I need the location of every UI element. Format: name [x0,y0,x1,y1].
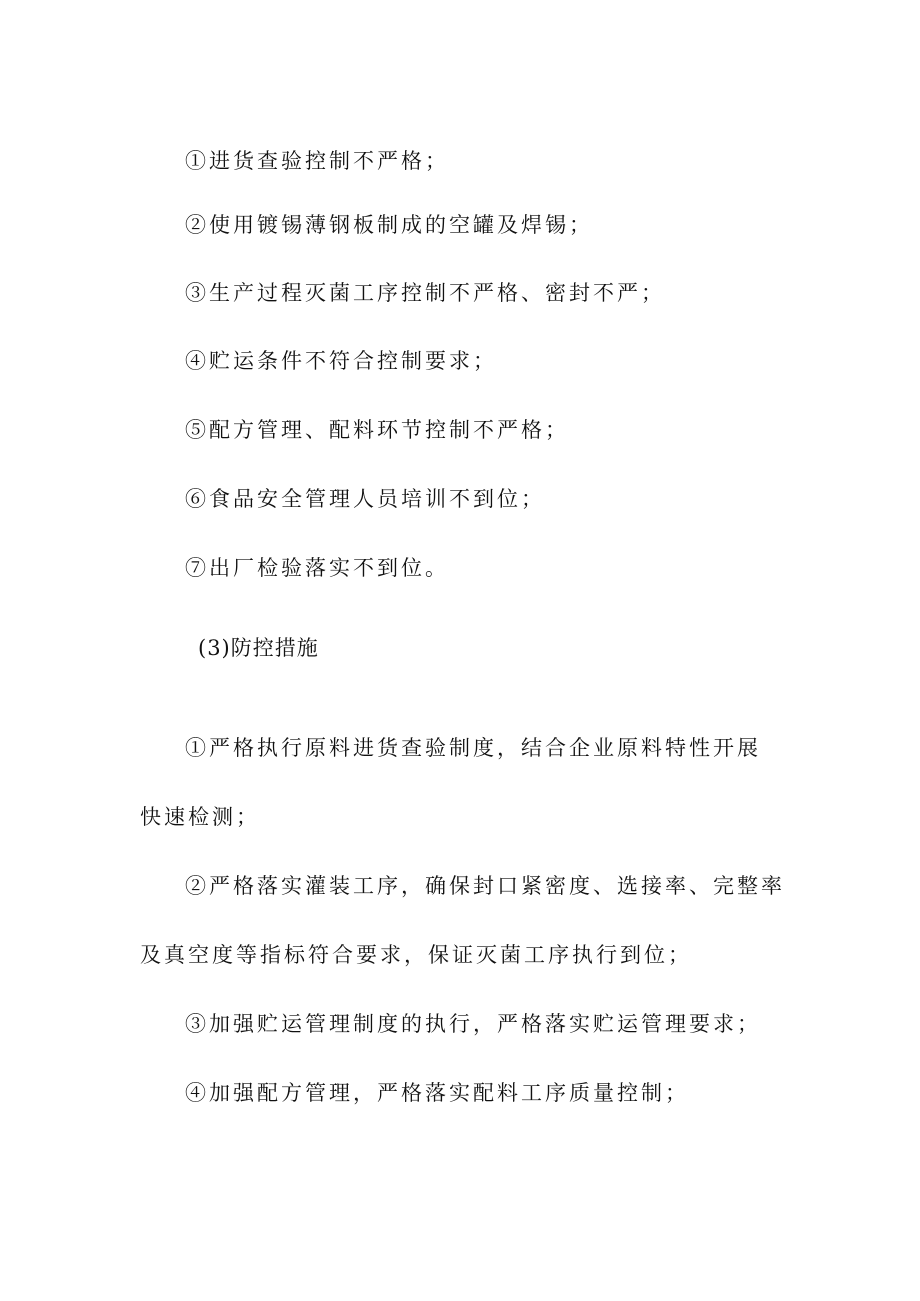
risk-factor-1: ①进货查验控制不严格； [185,149,449,173]
measure-2-line-1: ②严格落实灌装工序，确保封口紧密度、选接率、完整率 [185,874,785,898]
risk-factor-7: ⑦出厂检验落实不到位。 [185,556,449,580]
risk-factor-6: ⑥食品安全管理人员培训不到位； [185,487,545,511]
risk-factor-3: ③生产过程灭菌工序控制不严格、密封不严； [185,281,665,305]
measure-1-line-2: 快速检测； [140,805,260,829]
measure-4-line-1: ④加强配方管理，严格落实配料工序质量控制； [185,1081,689,1105]
section-heading: (3)防控措施 [198,636,319,660]
risk-factor-4: ④贮运条件不符合控制要求； [185,349,497,373]
measure-1-line-1: ①严格执行原料进货查验制度，结合企业原料特性开展 [185,736,761,760]
measure-2-line-2: 及真空度等指标符合要求，保证灭菌工序执行到位； [140,943,692,967]
risk-factor-5: ⑤配方管理、配料环节控制不严格； [185,418,569,442]
measure-3-line-1: ③加强贮运管理制度的执行，严格落实贮运管理要求； [185,1012,761,1036]
risk-factor-2: ②使用镀锡薄钢板制成的空罐及焊锡； [185,213,593,237]
